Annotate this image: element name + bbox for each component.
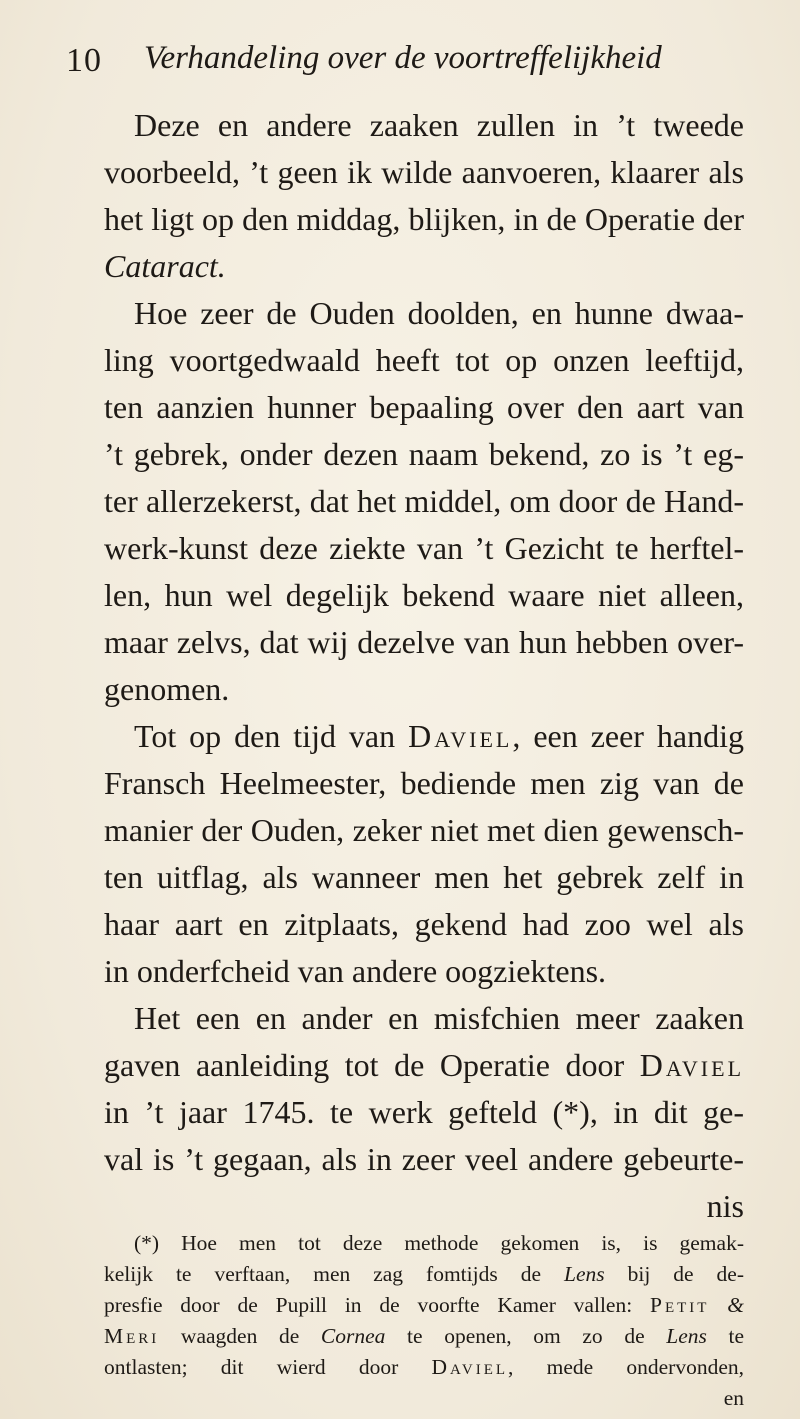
person-name: Daviel [639, 1047, 745, 1083]
text-line: ten aanzien hunner bepaaling over den aart van [104, 389, 744, 425]
ampersand: & [727, 1293, 744, 1317]
text-segment: te [728, 1324, 745, 1348]
text-segment: waagden de [180, 1324, 300, 1348]
text-line: val is ’t gegaan, als in zeer veel andere gebeurte- [104, 1141, 744, 1177]
text-line: Cataract. [104, 248, 226, 284]
text-segment: presfie door de Pupill in de voorfte Kamer vallen: [104, 1293, 633, 1317]
text-segment: te openen, om zo de [407, 1324, 645, 1348]
text-segment: gaven aanleiding tot de Operatie door [104, 1047, 625, 1083]
term-lens: Lens [666, 1324, 707, 1348]
text-line [104, 1042, 744, 1089]
footnote [104, 1228, 744, 1414]
text-line: haar aart en zitplaats, gekend had zoo wel als [104, 906, 744, 942]
footnote-line [104, 1290, 744, 1321]
footnote-catchword: en [723, 1386, 744, 1410]
footnote-line [104, 1259, 744, 1290]
person-name: Daviel [408, 718, 513, 754]
text-line: ’t gebrek, onder dezen naam bekend, zo is ’t eg- [104, 436, 744, 472]
text-segment: , mede ondervonden, [508, 1355, 744, 1379]
footnote-line [104, 1352, 744, 1383]
person-name: Petit [650, 1293, 710, 1317]
text-line: Hoe zeer de Ouden doolden, en hunne dwaa- [134, 295, 744, 331]
text-line: ter allerzekerst, dat het middel, om door de Hand- [104, 483, 744, 519]
text-line: Het een en ander en misfchien meer zaaken [134, 1000, 744, 1036]
running-title: Verhandeling over de voortreffelijkheid [144, 40, 662, 76]
text-segment: ontlasten; dit wierd door [104, 1355, 399, 1379]
term-lens: Lens [563, 1262, 605, 1286]
text-segment: bij de de- [627, 1262, 745, 1286]
person-name: Meri [104, 1324, 160, 1348]
text-line: in onderfcheid van andere oogziektens. [104, 953, 607, 989]
text-line: werk-kunst deze ziekte van ’t Gezicht te herftel- [104, 530, 744, 566]
page-header [66, 40, 736, 90]
footnote-line [104, 1321, 744, 1352]
text-line: in ’t jaar 1745. te werk gefteld (*), in dit ge- [104, 1094, 744, 1130]
catchword: nis [706, 1188, 744, 1224]
text-line: ten uitflag, als wanneer men het gebrek zelf in [104, 859, 744, 895]
text-segment: , een zeer handig [512, 718, 745, 754]
text-segment: Tot op den tijd van [134, 718, 396, 754]
term-cornea: Cornea [320, 1324, 386, 1348]
text-line [104, 713, 744, 760]
text-line: maar zelvs, dat wij dezelve van hun hebben over- [104, 624, 744, 660]
footnote-line: (*) Hoe men tot deze methode gekomen is, is gemak- [134, 1231, 744, 1255]
text-line: Fransch Heelmeester, bediende men zig van de [104, 765, 744, 801]
text-line: het ligt op den middag, blijken, in de Operatie der [104, 201, 744, 237]
text-line: manier der Ouden, zeker niet met dien gewensch- [104, 812, 744, 848]
text-line: voorbeeld, ’t geen ik wilde aanvoeren, klaarer als [104, 154, 744, 190]
page-number: 10 [66, 42, 102, 79]
main-text [104, 102, 744, 1230]
person-name: Daviel [431, 1355, 509, 1379]
text-line: len, hun wel degelijk bekend waare niet alleen, [104, 577, 744, 613]
text-segment: kelijk te verftaan, men zag fomtijds de [104, 1262, 541, 1286]
text-line: ling voortgedwaald heeft tot op onzen leeftijd, [104, 342, 744, 378]
text-line: genomen. [104, 671, 230, 707]
text-line: Deze en andere zaaken zullen in ’t tweede [134, 107, 744, 143]
